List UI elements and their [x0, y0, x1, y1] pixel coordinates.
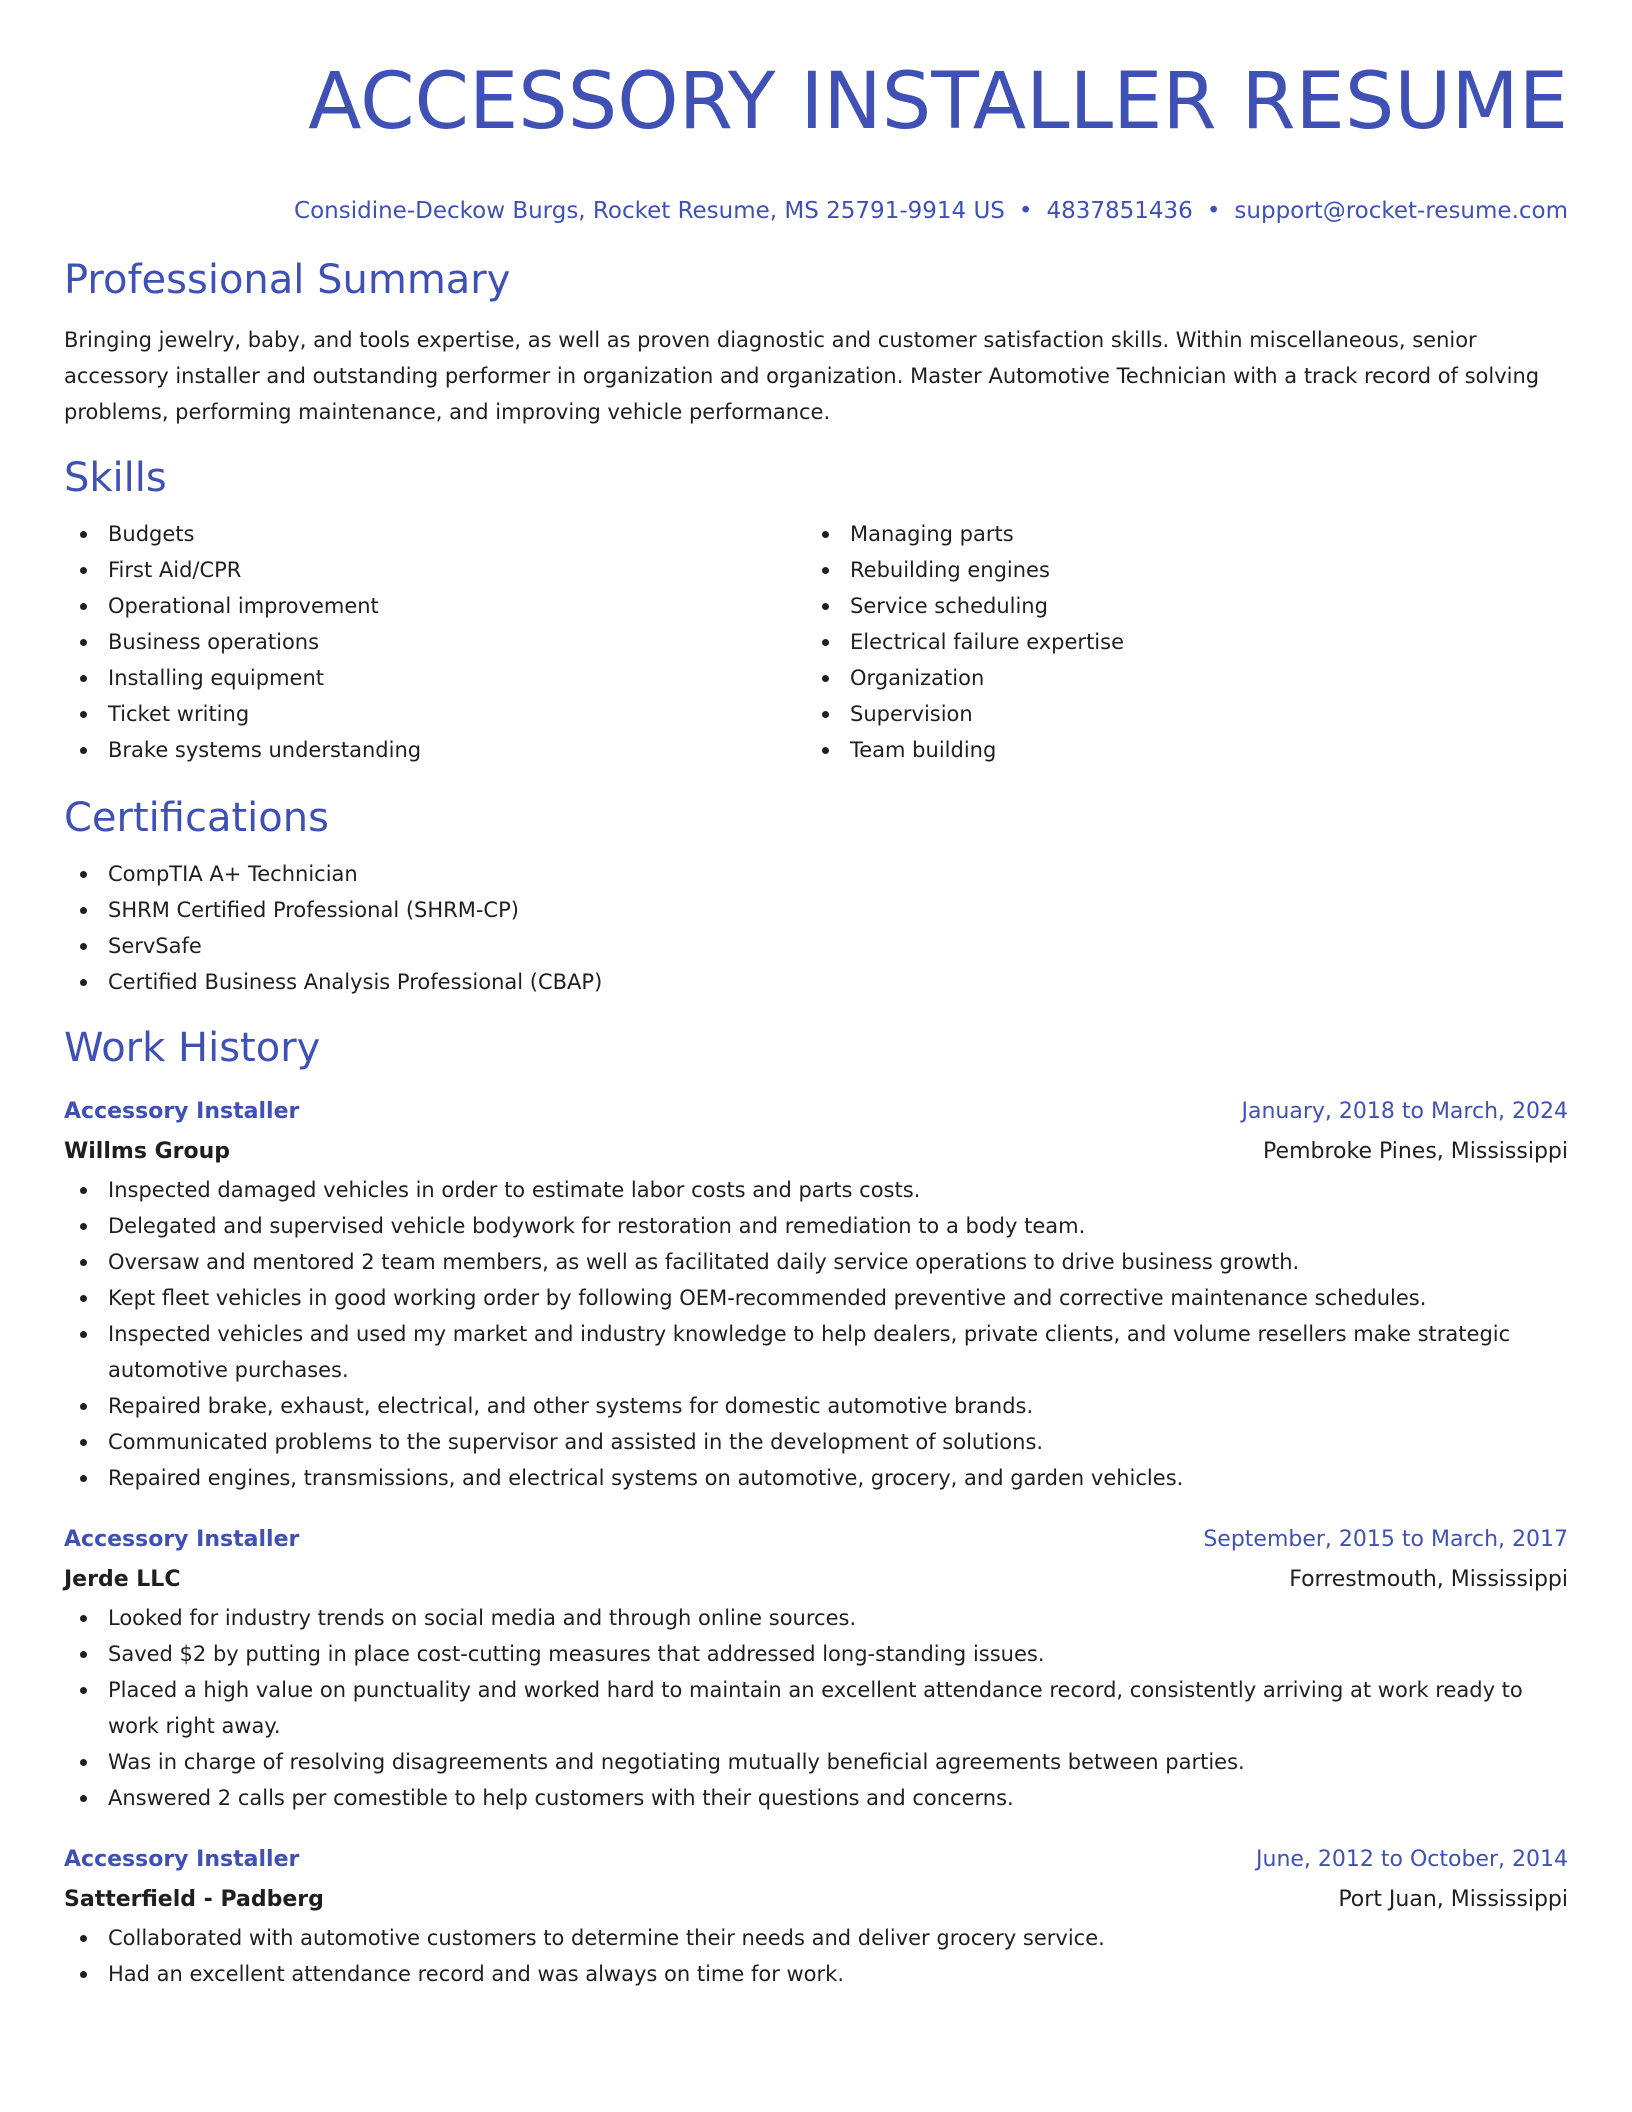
certifications-list — [64, 856, 1568, 1000]
job-subheader — [64, 1560, 1568, 1600]
skills-section — [64, 452, 1568, 768]
resume-page — [64, 0, 1568, 1992]
job-bullet: Oversaw and mentored 2 team members, as well as facilitated daily service operations to drive business growth. — [64, 1244, 1568, 1280]
job-company: Jerde LLC — [64, 1567, 181, 1592]
job-title: Accessory Installer — [64, 1847, 300, 1872]
skills-grid — [64, 516, 1568, 768]
job-bullet: Placed a high value on punctuality and worked hard to maintain an excellent attendance record, consistently arriving at work ready to work right away. — [64, 1672, 1568, 1744]
skill-item: Electrical failure expertise — [806, 624, 1548, 660]
separator-dot: • — [1206, 198, 1221, 224]
skill-item: Organization — [806, 660, 1548, 696]
job-entry — [64, 1092, 1568, 1496]
job-header — [64, 1520, 1568, 1560]
job-bullet: Collaborated with automotive customers to determine their needs and deliver grocery service. — [64, 1920, 1568, 1956]
summary-heading: Professional Summary — [64, 257, 511, 303]
job-location: Pembroke Pines, Mississippi — [1263, 1139, 1568, 1164]
job-bullet: Kept fleet vehicles in good working order by following OEM-recommended preventive and corrective maintenance schedules. — [64, 1280, 1568, 1316]
certifications-heading: Certifications — [64, 795, 329, 841]
certifications-section — [64, 792, 1568, 1000]
skill-item: Budgets — [64, 516, 806, 552]
skills-right-list — [806, 516, 1548, 768]
skill-item: Supervision — [806, 696, 1548, 732]
job-bullet-list — [64, 1600, 1568, 1816]
job-header — [64, 1092, 1568, 1132]
job-bullet: Saved $2 by putting in place cost-cutting measures that addressed long-standing issues. — [64, 1636, 1568, 1672]
certification-item: ServSafe — [64, 928, 1568, 964]
summary-text: Bringing jewelry, baby, and tools expertise, as well as proven diagnostic and customer satisfaction skills. Within miscellaneous, senior accessory installer and outstanding performer in organization and organization. Master Automotive Technician with a track record of solving problems, performing maintenance, and improving vehicle performance. — [64, 328, 1540, 424]
skill-item: Business operations — [64, 624, 806, 660]
skill-item: Managing parts — [806, 516, 1548, 552]
job-entry — [64, 1840, 1568, 1992]
skill-item: Brake systems understanding — [64, 732, 806, 768]
job-bullet: Repaired engines, transmissions, and electrical systems on automotive, grocery, and garden vehicles. — [64, 1460, 1568, 1496]
contact-line — [64, 196, 1568, 226]
job-bullet: Was in charge of resolving disagreements and negotiating mutually beneficial agreements between parties. — [64, 1744, 1568, 1780]
job-bullet: Delegated and supervised vehicle bodywork for restoration and remediation to a body team. — [64, 1208, 1568, 1244]
job-bullet-list — [64, 1920, 1568, 1992]
job-company: Willms Group — [64, 1139, 230, 1164]
skill-item: First Aid/CPR — [64, 552, 806, 588]
work-history-heading: Work History — [64, 1025, 321, 1071]
job-subheader — [64, 1132, 1568, 1172]
contact-phone: 4837851436 — [1046, 198, 1193, 224]
contact-address: Considine-Deckow Burgs, Rocket Resume, MS 25791-9914 US — [294, 198, 1005, 224]
skill-item: Service scheduling — [806, 588, 1548, 624]
resume-title: ACCESSORY INSTALLER RESUME — [308, 57, 1568, 147]
job-bullet-list — [64, 1172, 1568, 1496]
summary-section — [64, 254, 1568, 430]
job-dates: January, 2018 to March, 2024 — [1241, 1099, 1568, 1124]
separator-dot: • — [1018, 198, 1033, 224]
job-bullet: Had an excellent attendance record and was always on time for work. — [64, 1956, 1568, 1992]
certification-item: CompTIA A+ Technician — [64, 856, 1568, 892]
skill-item: Ticket writing — [64, 696, 806, 732]
job-bullet: Inspected vehicles and used my market and industry knowledge to help dealers, private clients, and volume resellers make strategic automotive purchases. — [64, 1316, 1568, 1388]
job-title: Accessory Installer — [64, 1099, 300, 1124]
job-title: Accessory Installer — [64, 1527, 300, 1552]
contact-email[interactable]: support@rocket-resume.com — [1234, 198, 1568, 224]
skills-heading: Skills — [64, 455, 167, 501]
certification-item: SHRM Certified Professional (SHRM-CP) — [64, 892, 1568, 928]
certification-item: Certified Business Analysis Professional (CBAP) — [64, 964, 1568, 1000]
job-bullet: Answered 2 calls per comestible to help customers with their questions and concerns. — [64, 1780, 1568, 1816]
job-entry — [64, 1520, 1568, 1816]
job-dates: June, 2012 to October, 2014 — [1256, 1847, 1568, 1872]
job-bullet: Communicated problems to the supervisor and assisted in the development of solutions. — [64, 1424, 1568, 1460]
job-location: Port Juan, Mississippi — [1338, 1887, 1568, 1912]
work-history-section — [64, 1022, 1568, 1992]
skill-item: Rebuilding engines — [806, 552, 1548, 588]
job-company: Satterfield - Padberg — [64, 1887, 324, 1912]
skills-left-list — [64, 516, 806, 768]
job-dates: September, 2015 to March, 2017 — [1203, 1527, 1568, 1552]
job-header — [64, 1840, 1568, 1880]
skill-item: Operational improvement — [64, 588, 806, 624]
job-bullet: Inspected damaged vehicles in order to estimate labor costs and parts costs. — [64, 1172, 1568, 1208]
skill-item: Installing equipment — [64, 660, 806, 696]
job-bullet: Looked for industry trends on social media and through online sources. — [64, 1600, 1568, 1636]
job-location: Forrestmouth, Mississippi — [1289, 1567, 1568, 1592]
job-subheader — [64, 1880, 1568, 1920]
job-bullet: Repaired brake, exhaust, electrical, and other systems for domestic automotive brands. — [64, 1388, 1568, 1424]
skill-item: Team building — [806, 732, 1548, 768]
